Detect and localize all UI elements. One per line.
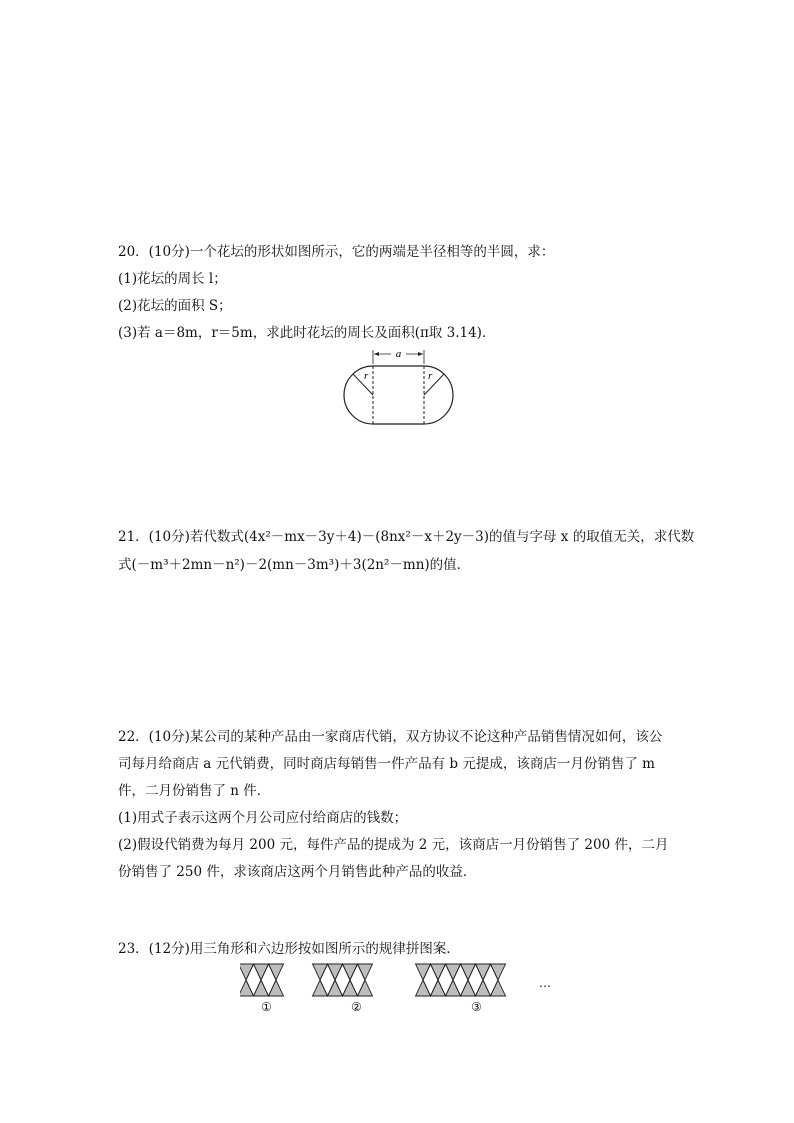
- q22-stem-3: 件，二月份销售了 n 件．: [118, 783, 271, 799]
- pattern-3-top-triangle-5: [476, 964, 491, 980]
- pattern-3-top-triangle-3: [446, 964, 461, 980]
- q21-stem: 21．(10分)若代数式(4x²－mx－3y＋4)－(8nx²－x＋2y－3)的值与字母 x 的取值无关，求代数: [118, 529, 695, 545]
- pattern-1-bottom-triangle-2: [254, 980, 269, 996]
- pattern-1-bottom-triangle-3: [269, 980, 284, 996]
- label-r-right: r: [428, 370, 433, 382]
- pattern-2-bottom-triangle-2: [328, 980, 343, 996]
- dim-arrow-right: [418, 352, 423, 356]
- pattern-3-top-triangle-1: [416, 964, 431, 980]
- q20-part1: (1)花坛的周长 l；: [118, 271, 227, 287]
- pattern-2-top-triangle-1: [313, 964, 328, 980]
- q22-stem: 22．(10分)某公司的某种产品由一家商店代销，双方协议不论这种产品销售情况如何，该公: [118, 729, 663, 745]
- pattern-ellipsis: …: [539, 976, 551, 990]
- q20-part3: (3)若 a＝8m，r＝5m，求此时花坛的周长及面积(π取 3.14)．: [118, 325, 496, 341]
- pattern-1-top-triangle-2: [254, 964, 269, 980]
- pattern-caption-2: ②: [351, 1000, 362, 1014]
- right-radius: [424, 374, 444, 395]
- pattern-2-bottom-triangle-3: [343, 980, 358, 996]
- pattern-3-top-triangle-2: [431, 964, 446, 980]
- q20-part2: (2)花坛的面积 S；: [118, 298, 232, 314]
- q21-stem-cont: 式(－m³＋2mn－n²)－2(mn－3m³)＋3(2n²－mn)的值．: [118, 557, 471, 573]
- flowerbed-outline: [344, 366, 453, 424]
- pattern-3-bottom-triangle-5: [476, 980, 491, 996]
- pattern-3-bottom-triangle-4: [461, 980, 476, 996]
- q22-stem-2: 司每月给商店 a 元代销费，同时商店每销售一件产品有 b 元提成，该商店一月份销售了 m: [118, 756, 655, 772]
- pattern-2-bottom-triangle-4: [358, 980, 373, 996]
- left-radius: [353, 374, 373, 395]
- pattern-2-top-triangle-4: [358, 964, 373, 980]
- pattern-2-top-triangle-2: [328, 964, 343, 980]
- pattern-3-bottom-triangle-3: [446, 980, 461, 996]
- q22-part1: (1)用式子表示这两个月公司应付给商店的钱数；: [118, 810, 408, 826]
- pattern-3-bottom-triangle-2: [431, 980, 446, 996]
- dim-arrow-left: [374, 352, 379, 356]
- triangle-hexagon-pattern: [240, 962, 560, 1002]
- pattern-3-top-triangle-4: [461, 964, 476, 980]
- flowerbed-figure: [336, 344, 466, 428]
- q22-part2: (2)假设代销费为每月 200 元，每件产品的提成为 2 元，该商店一月份销售了 200 件，二月: [118, 837, 669, 853]
- label-a: a: [395, 348, 402, 360]
- pattern-3-bottom-triangle-1: [416, 980, 431, 996]
- pattern-2-top-triangle-3: [343, 964, 358, 980]
- pattern-2-bottom-triangle-1: [313, 980, 328, 996]
- pattern-3-top-triangle-6: [491, 964, 506, 980]
- pattern-1-top-triangle-3: [269, 964, 284, 980]
- q22-part2-cont: 份销售了 250 件，求该商店这两个月销售此种产品的收益．: [118, 864, 477, 880]
- q20-stem: 20．(10分)一个花坛的形状如图所示，它的两端是半径相等的半圆，求：: [118, 244, 555, 260]
- q23-stem: 23．(12分)用三角形和六边形按如图所示的规律拼图案．: [118, 941, 460, 957]
- pattern-3-bottom-triangle-6: [491, 980, 506, 996]
- label-r-left: r: [364, 370, 369, 382]
- pattern-caption-3: ③: [471, 1000, 482, 1014]
- pattern-caption-1: ①: [261, 1000, 272, 1014]
